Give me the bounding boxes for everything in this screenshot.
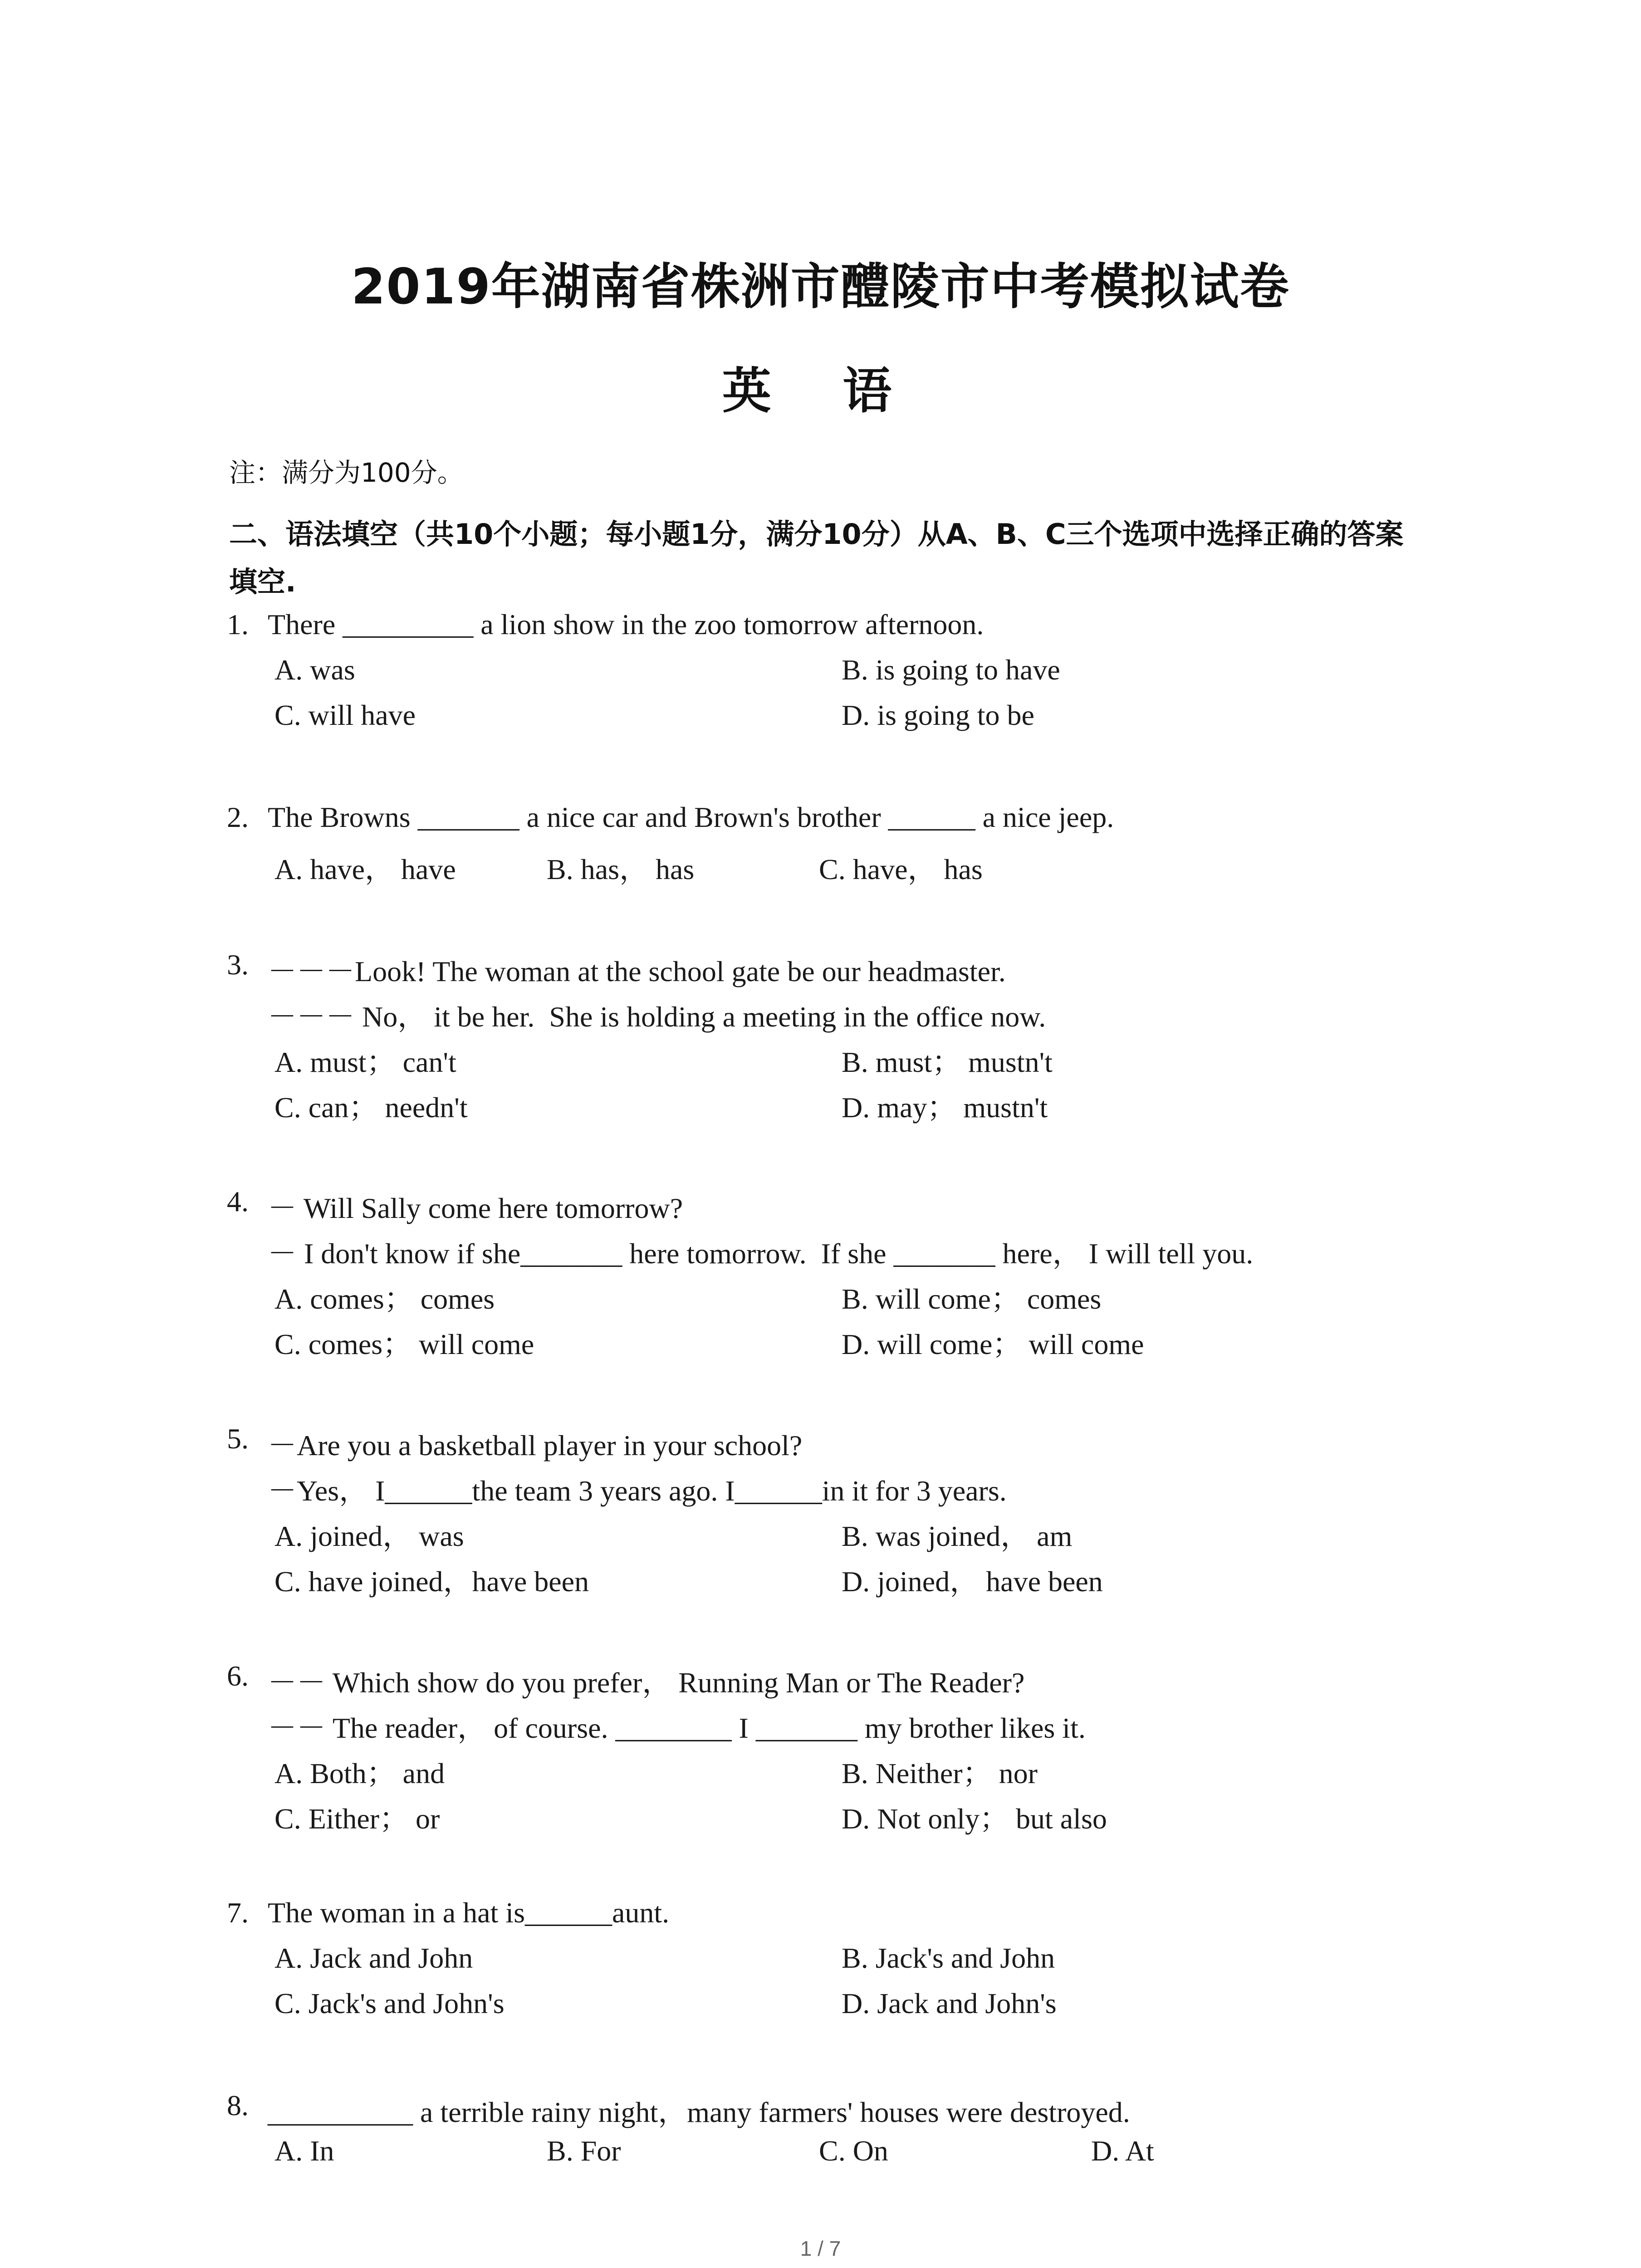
- option-b: B. is going to have: [842, 654, 1060, 686]
- option-b: B. will come； comes: [842, 1283, 1102, 1315]
- option-a: A. joined， was: [274, 1520, 464, 1552]
- question-number: 8.: [227, 2089, 249, 2121]
- question-stem: The Browns _______ a nice car and Brown's brother ______ a nice jeep.: [268, 801, 1114, 833]
- question-stem-line2: －Yes， I______the team 3 years ago. I______in it for 3 years.: [268, 1475, 1007, 1507]
- option-c: C. have， has: [819, 853, 983, 885]
- section-heading: [229, 510, 1454, 606]
- option-d: D. joined， have been: [842, 1565, 1103, 1598]
- option-a: A. Jack and John: [274, 1942, 473, 1974]
- question-stem-line2: － I don't know if she_______ here tomorrow. If she _______ here， I will tell you.: [268, 1237, 1254, 1270]
- option-a: A. was: [274, 654, 355, 686]
- score-note: 注：满分为100分。: [229, 457, 464, 488]
- question-number: 5.: [227, 1422, 249, 1455]
- option-d: D. Not only； but also: [842, 1803, 1107, 1835]
- option-c: C. comes； will come: [274, 1328, 534, 1360]
- exam-title: 2019年湖南省株洲市醴陵市中考模拟试卷: [351, 259, 1290, 315]
- page-number: 1 / 7: [800, 2237, 841, 2260]
- question-stem-line1: －Are you a basketball player in your school?: [268, 1429, 803, 1461]
- option-b: B. has， has: [547, 853, 695, 885]
- option-d: D. may； mustn't: [842, 1091, 1048, 1124]
- question-stem: There _________ a lion show in the zoo tomorrow afternoon.: [268, 608, 984, 640]
- option-c: C. can； needn't: [274, 1091, 468, 1124]
- question-stem-line1: －－－Look! The woman at the school gate be our headmaster.: [268, 955, 1006, 987]
- question-number: 7.: [227, 1897, 249, 1929]
- option-a: A. must； can't: [274, 1046, 456, 1078]
- option-b: B. Jack's and John: [842, 1942, 1055, 1974]
- option-c: C. Jack's and John's: [274, 1987, 505, 2019]
- option-d: D. will come； will come: [842, 1328, 1144, 1360]
- question-number: 3.: [227, 948, 249, 981]
- option-c: C. have joined，have been: [274, 1565, 589, 1598]
- option-a: A. In: [274, 2135, 334, 2167]
- option-b: B. was joined， am: [842, 1520, 1073, 1552]
- question-stem: __________ a terrible rainy night，many farmers' houses were destroyed.: [268, 2096, 1130, 2128]
- option-c: C. will have: [274, 699, 416, 731]
- question-stem-line2: －－ The reader， of course. ________ I _______ my brother likes it.: [268, 1712, 1086, 1744]
- question-stem-line1: －－ Which show do you prefer， Running Man or The Reader?: [268, 1667, 1025, 1699]
- option-d: D. is going to be: [842, 699, 1034, 731]
- option-b: B. must； mustn't: [842, 1046, 1053, 1078]
- option-c: C. On: [819, 2135, 888, 2167]
- section-heading-line2: 填空.: [229, 565, 296, 598]
- question-number: 6.: [227, 1660, 249, 1692]
- subject-title: 英 语: [722, 363, 919, 420]
- option-a: A. comes； comes: [274, 1283, 495, 1315]
- option-d: D. At: [1091, 2135, 1154, 2167]
- option-d: D. Jack and John's: [842, 1987, 1057, 2019]
- option-c: C. Either； or: [274, 1803, 440, 1835]
- question-number: 1.: [227, 608, 249, 640]
- option-b: B. For: [547, 2135, 621, 2167]
- question-number: 2.: [227, 801, 249, 833]
- option-b: B. Neither； nor: [842, 1757, 1038, 1789]
- option-a: A. have， have: [274, 853, 456, 885]
- question-stem-line1: － Will Sally come here tomorrow?: [268, 1192, 683, 1224]
- question-stem-line2: －－－ No， it be her. She is holding a meeting in the office now.: [268, 1001, 1046, 1033]
- question-stem: The woman in a hat is______aunt.: [268, 1897, 670, 1929]
- section-heading-line1: 二、语法填空（共10个小题；每小题1分，满分10分）从A、B、C三个选项中选择正确的答案: [229, 518, 1404, 551]
- option-a: A. Both； and: [274, 1757, 445, 1789]
- question-number: 4.: [227, 1185, 249, 1217]
